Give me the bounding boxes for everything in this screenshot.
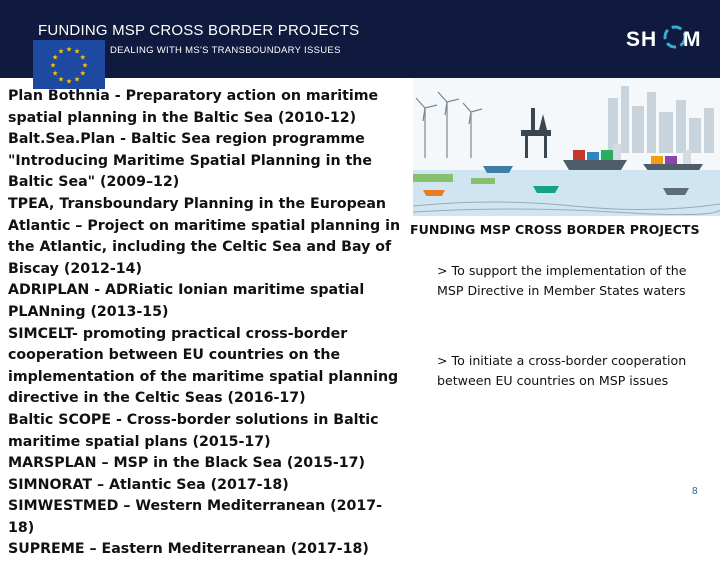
- svg-text:★: ★: [79, 69, 86, 78]
- project-item: SIMNORAT – Atlantic Sea (2017-18): [8, 476, 289, 493]
- maritime-uses-illustration: [413, 78, 720, 216]
- svg-text:★: ★: [81, 61, 89, 70]
- project-item: SIMWESTMED – Western Mediterranean (2017-18): [8, 498, 382, 536]
- slide-subtitle: DEALING WITH MS'S TRANSBOUNDARY ISSUES: [110, 45, 341, 56]
- svg-text:★: ★: [65, 45, 73, 54]
- svg-text:★: ★: [49, 61, 57, 70]
- project-item: Balt.Sea.Plan - Baltic Sea region programme "Introducing Maritime Spatial Planning in the Baltic Sea" (2009–12): [8, 131, 373, 191]
- goal-bullet-support: > To support the implementation of the MSP Directive in Member States waters: [437, 263, 687, 298]
- svg-text:★: ★: [52, 69, 59, 78]
- logo-text-m: M: [683, 28, 701, 51]
- logo-text-sh: SH: [626, 28, 658, 51]
- shom-logo: [626, 20, 710, 60]
- project-item: MARSPLAN – MSP in the Black Sea (2015-17): [8, 455, 366, 472]
- svg-text:★: ★: [73, 47, 81, 56]
- svg-text:★: ★: [65, 77, 73, 86]
- header-bar: [0, 0, 720, 78]
- right-panel-title: FUNDING MSP CROSS BORDER PROJECTS: [410, 222, 700, 237]
- goal-bullet-cooperation: > To initiate a cross-border cooperation between EU countries on MSP issues: [437, 353, 687, 388]
- project-list: [8, 86, 404, 561]
- project-item: Plan Bothnia - Preparatory action on maritime spatial planning in the Baltic Sea (2010-12): [8, 88, 379, 126]
- project-item: Baltic SCOPE - Cross-border solutions in Baltic maritime spatial plans (2015-17): [8, 411, 379, 450]
- svg-text:★: ★: [79, 53, 86, 62]
- svg-text:★: ★: [52, 53, 59, 62]
- svg-text:★: ★: [57, 75, 65, 84]
- svg-text:★: ★: [57, 47, 65, 56]
- project-item: SIMCELT- promoting practical cross-border cooperation between EU countries on the implementation of the maritime spatial planning directive in the Celtic Seas (2016-17): [8, 325, 399, 407]
- slide-title: FUNDING MSP CROSS BORDER PROJECTS: [38, 22, 360, 39]
- project-item: TPEA, Transboundary Planning in the European Atlantic – Project on maritime spatial planning in the Atlantic, including the Celtic Sea and Bay of Biscay (2012-14): [8, 195, 401, 277]
- page-number: 8: [692, 486, 698, 497]
- project-item: SUPREME – Eastern Mediterranean (2017-18): [8, 541, 369, 558]
- eu-flag-icon: [33, 40, 105, 89]
- svg-text:★: ★: [73, 75, 81, 84]
- project-item: ADRIPLAN - ADRiatic Ionian maritime spatial PLANning (2013-15): [8, 282, 365, 320]
